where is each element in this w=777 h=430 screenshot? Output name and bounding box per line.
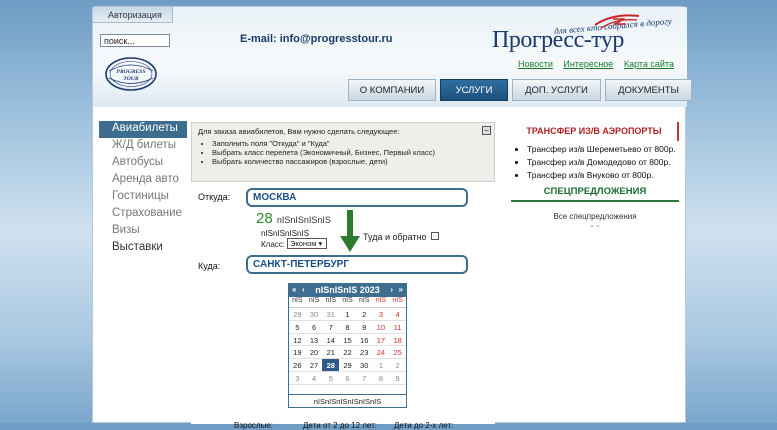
transfer-item[interactable]: • Трансфер из/в Внуково от 800р. (527, 170, 679, 180)
class-label: Класс: (261, 240, 285, 249)
weekday: nIS (375, 297, 387, 304)
sidebar-item-avia[interactable]: Авиабилеты (99, 121, 187, 138)
main-menu (348, 79, 692, 101)
date-month: nISnISnISnIS (276, 215, 331, 225)
calendar-day[interactable]: 22 (339, 346, 356, 359)
calendar-day[interactable]: 10 (373, 321, 390, 334)
round-trip-label: Туда и обратно (363, 232, 427, 242)
round-trip-checkbox[interactable] (431, 232, 439, 240)
calendar-day[interactable]: 7 (322, 321, 339, 334)
menu-extra-services[interactable]: ДОП. УСЛУГИ (512, 79, 601, 101)
contact-email[interactable]: E-mail: info@progresstour.ru (240, 33, 393, 45)
transfer-item[interactable]: • Трансфер из/в Шереметьево от 800р. (527, 144, 679, 154)
calendar-day[interactable]: 4 (306, 372, 323, 385)
info-box (191, 122, 495, 182)
calendar-grid (289, 307, 406, 385)
departure-date[interactable] (256, 210, 331, 227)
menu-about[interactable]: О КОМПАНИИ (348, 79, 436, 101)
link-sitemap[interactable]: Карта сайта (623, 59, 674, 69)
brand-tagline: для всех кто собрался в дорогу (553, 15, 673, 37)
site-header (93, 7, 687, 107)
svg-text:PROGRESS: PROGRESS (116, 69, 146, 75)
calendar-day[interactable]: 27 (306, 359, 323, 372)
calendar-day[interactable]: 2 (356, 308, 373, 321)
right-column (511, 122, 679, 229)
calendar-day[interactable]: 5 (289, 321, 306, 334)
weekday: nIS (292, 297, 303, 304)
calendar-day[interactable]: 24 (373, 346, 390, 359)
from-field[interactable]: МОСКВА (246, 188, 468, 207)
sidebar (99, 121, 187, 257)
calendar-day[interactable]: 17 (373, 334, 390, 347)
calendar-day[interactable]: 31 (322, 308, 339, 321)
calendar-day[interactable]: 8 (373, 372, 390, 385)
weekday: nIS (308, 297, 320, 304)
calendar-day[interactable]: 6 (339, 372, 356, 385)
company-logo[interactable] (105, 57, 157, 91)
prev-month-button[interactable]: ‹ (302, 285, 305, 294)
infants-label: Дети до 2-х лет: (394, 421, 454, 430)
calendar-day[interactable]: 29 (289, 308, 306, 321)
weekday: nIS (358, 297, 370, 304)
page-container (92, 6, 686, 430)
calendar-day[interactable]: 30 (356, 359, 373, 372)
calendar-today-button[interactable]: nISnISnISnISnISnIS (289, 394, 406, 407)
calendar-day[interactable]: 4 (389, 308, 406, 321)
calendar-day[interactable]: 7 (356, 372, 373, 385)
transfer-list (511, 144, 679, 180)
calendar-day[interactable]: 13 (306, 334, 323, 347)
info-step: • Заполнить поля "Откуда" и "Куда" (212, 139, 488, 148)
calendar-day[interactable]: 9 (389, 372, 406, 385)
double-chevron-down-icon[interactable]: ⌄⌄ (589, 222, 601, 229)
weekday: nIS (342, 297, 353, 304)
calendar-day[interactable]: 16 (356, 334, 373, 347)
calendar-day[interactable]: 28 (322, 359, 339, 372)
calendar-day[interactable]: 19 (289, 346, 306, 359)
weekday: nIS (325, 297, 337, 304)
calendar-day[interactable]: 23 (356, 346, 373, 359)
collapse-icon[interactable]: − (482, 126, 491, 135)
calendar-day[interactable]: 25 (389, 346, 406, 359)
brand-title[interactable]: Прогресс-тур (492, 27, 624, 53)
svg-text:TOUR: TOUR (123, 76, 139, 82)
calendar-day[interactable]: 5 (322, 372, 339, 385)
class-select-value: Эконом (290, 239, 317, 248)
sidebar-item-hotels[interactable]: Гостиницы (112, 190, 169, 202)
calendar-day[interactable]: 3 (373, 308, 390, 321)
calendar-day[interactable]: 8 (339, 321, 356, 334)
calendar-day[interactable]: 20 (306, 346, 323, 359)
calendar-day[interactable]: 30 (306, 308, 323, 321)
info-step: • Выбрать класс перелета (Экономичный, Бизнес, Первый класс) (212, 148, 488, 157)
to-label: Куда: (198, 261, 221, 271)
date-weekday: nISnISnISnIS (261, 229, 310, 238)
next-year-button[interactable]: » (398, 285, 403, 294)
sidebar-item-exhibitions[interactable]: Выставки (112, 241, 163, 253)
sidebar-item-insurance[interactable]: Страхование (112, 207, 182, 219)
next-month-button[interactable]: › (390, 285, 393, 294)
info-step: • Выбрать количество пассажиров (взрослые, дети) (212, 157, 488, 166)
prev-year-button[interactable]: « (292, 285, 297, 294)
calendar-day[interactable]: 29 (339, 359, 356, 372)
calendar-day[interactable]: 1 (339, 308, 356, 321)
link-news[interactable]: Новости (518, 59, 553, 69)
adults-label: Взрослые: (234, 421, 273, 430)
sidebar-item-rail[interactable]: Ж/Д билеты (112, 139, 177, 151)
calendar-day[interactable]: 1 (373, 359, 390, 372)
info-title: Для заказа авиабилетов, Вам нужно сделать следующее: (198, 127, 400, 136)
calendar-day[interactable]: 9 (356, 321, 373, 334)
date-day: 28 (256, 210, 273, 227)
calendar-day[interactable]: 14 (322, 334, 339, 347)
calendar-day[interactable]: 2 (389, 359, 406, 372)
arrow-down-icon (340, 210, 360, 252)
sidebar-item-bus[interactable]: Автобусы (112, 156, 164, 168)
class-select[interactable]: Эконом ▾ (287, 238, 327, 249)
to-field[interactable]: САНКТ-ПЕТЕРБУРГ (246, 255, 468, 274)
special-offers-title[interactable]: СПЕЦПРЕДЛОЖЕНИЯ (511, 186, 679, 202)
booking-form (191, 122, 495, 430)
calendar-day[interactable]: 6 (306, 321, 323, 334)
transfer-item[interactable]: • Трансфер из/в Домодедово от 800р. (527, 157, 679, 167)
calendar-day[interactable]: 3 (289, 372, 306, 385)
calendar-header (289, 284, 406, 297)
calendar (288, 283, 407, 408)
calendar-day[interactable]: 26 (289, 359, 306, 372)
auth-tab[interactable]: Авторизация (93, 7, 173, 23)
top-links (518, 59, 682, 69)
calendar-weekdays (289, 297, 406, 307)
search-input[interactable] (100, 34, 170, 47)
calendar-day[interactable]: 21 (322, 346, 339, 359)
sidebar-item-car-rental[interactable]: Аренда авто (112, 173, 179, 185)
menu-documents[interactable]: ДОКУМЕНТЫ (605, 79, 692, 101)
all-special-offers-link[interactable]: Все спецпредложения (553, 212, 637, 221)
children-label: Дети от 2 до 12 лет: (303, 421, 377, 430)
menu-services[interactable]: УСЛУГИ (440, 79, 508, 101)
transfer-title[interactable]: ТРАНСФЕР ИЗ/В АЭРОПОРТЫ (511, 122, 679, 141)
from-label: Откуда: (198, 192, 231, 202)
weekday: nIS (392, 297, 403, 304)
sidebar-item-visas[interactable]: Визы (112, 224, 140, 236)
calendar-day[interactable]: 15 (339, 334, 356, 347)
calendar-day[interactable]: 11 (389, 321, 406, 334)
calendar-day[interactable]: 12 (289, 334, 306, 347)
calendar-title: nISnISnIS 2023 (315, 285, 380, 295)
calendar-day[interactable]: 18 (389, 334, 406, 347)
link-interesting[interactable]: Интересное (563, 59, 614, 69)
